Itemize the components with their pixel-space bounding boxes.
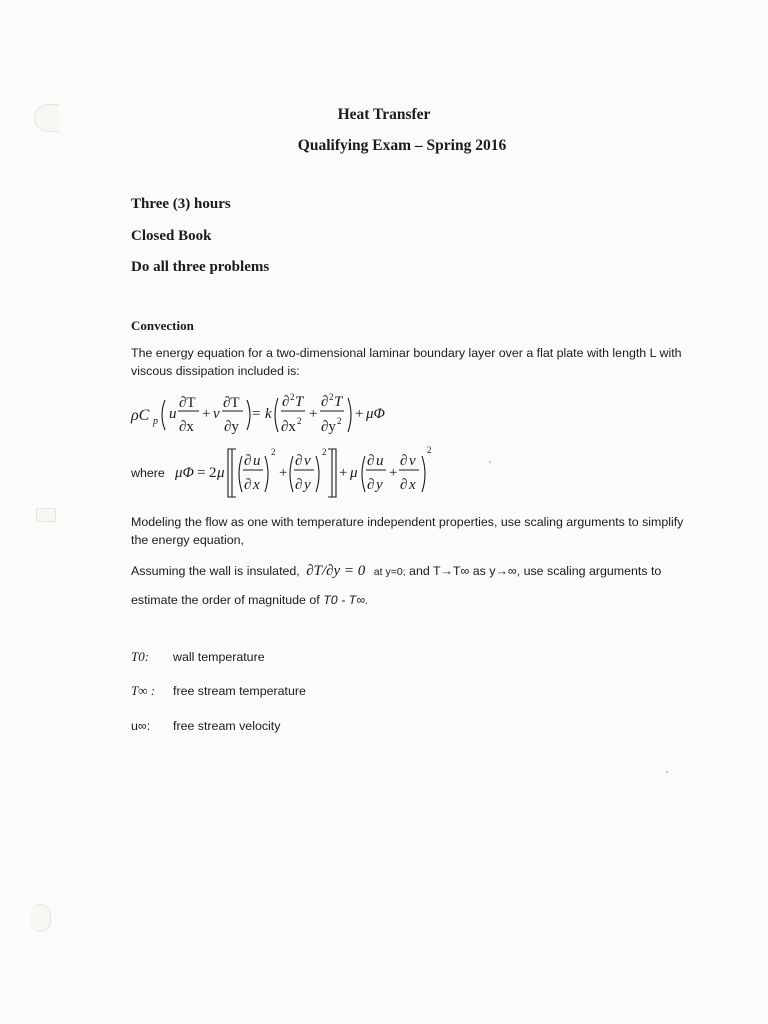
svg-text:∂: ∂ bbox=[295, 453, 303, 469]
insulated-wall-condition: ∂T/∂y = 0 bbox=[306, 563, 366, 579]
instruction-closed-book: Closed Book bbox=[131, 228, 212, 244]
svg-text:v: v bbox=[304, 453, 311, 469]
dissipation-equation bbox=[131, 441, 432, 503]
definition-text: free stream velocity bbox=[173, 719, 281, 733]
svg-text:μΦ: μΦ bbox=[366, 406, 385, 422]
svg-text:2: 2 bbox=[297, 416, 302, 426]
definition-text: wall temperature bbox=[173, 650, 265, 664]
svg-text:∂: ∂ bbox=[400, 453, 408, 469]
svg-text:x: x bbox=[409, 477, 416, 493]
temperature-difference: T0 - T∞. bbox=[323, 593, 369, 607]
instruction-duration: Three (3) hours bbox=[131, 196, 231, 212]
svg-text:∂: ∂ bbox=[400, 477, 408, 493]
svg-text:y: y bbox=[376, 477, 383, 493]
estimate-line bbox=[131, 593, 369, 607]
svg-text:u: u bbox=[169, 406, 177, 422]
svg-text:+: + bbox=[339, 465, 348, 481]
exam-title: Qualifying Exam – Spring 2016 bbox=[297, 137, 507, 154]
svg-text:+: + bbox=[355, 406, 364, 422]
svg-text:∂: ∂ bbox=[367, 453, 375, 469]
svg-text:2: 2 bbox=[337, 416, 342, 426]
svg-text:2: 2 bbox=[209, 465, 217, 481]
svg-text:v: v bbox=[213, 406, 220, 422]
svg-text:∂: ∂ bbox=[321, 394, 329, 410]
svg-text:2: 2 bbox=[322, 447, 327, 457]
punch-hole-bottom bbox=[30, 904, 51, 932]
svg-text:y: y bbox=[304, 477, 311, 493]
svg-text:+: + bbox=[389, 465, 398, 481]
problem-intro: The energy equation for a two-dimensional laminar boundary layer over a flat plate with length L with viscous dissipation included is: bbox=[131, 346, 682, 378]
scan-speck bbox=[489, 461, 491, 463]
svg-text:k: k bbox=[265, 406, 272, 422]
assumption-location: at y=0; bbox=[373, 566, 406, 578]
assumption-suffix: and T→T∞ as y→∞, use scaling arguments to bbox=[409, 564, 662, 578]
definition-free-stream-velocity bbox=[131, 719, 280, 733]
svg-text:∂: ∂ bbox=[244, 453, 252, 469]
definition-symbol: u∞: bbox=[131, 719, 151, 733]
svg-text:+: + bbox=[309, 406, 318, 422]
svg-text:u: u bbox=[253, 453, 261, 469]
svg-text:v: v bbox=[409, 453, 416, 469]
svg-text:∂: ∂ bbox=[244, 477, 252, 493]
svg-text:μΦ: μΦ bbox=[175, 465, 194, 481]
definition-wall-temperature bbox=[131, 649, 265, 665]
svg-text:∂: ∂ bbox=[367, 477, 375, 493]
svg-text:+: + bbox=[279, 465, 288, 481]
svg-text:u: u bbox=[376, 453, 384, 469]
svg-text:2: 2 bbox=[271, 447, 276, 457]
svg-text:=: = bbox=[252, 406, 261, 422]
section-title: Convection bbox=[131, 318, 194, 333]
modeling-instruction: Modeling the flow as one with temperature independent properties, use scaling arguments to simplify the energy equation, bbox=[131, 515, 684, 547]
assumption-prefix: Assuming the wall is insulated, bbox=[131, 564, 300, 578]
svg-text:μ: μ bbox=[217, 465, 225, 481]
svg-text:∂y: ∂y bbox=[224, 419, 239, 435]
svg-text:2: 2 bbox=[427, 445, 432, 455]
svg-text:∂: ∂ bbox=[282, 394, 290, 410]
scan-speck bbox=[666, 771, 668, 773]
svg-text:T: T bbox=[334, 394, 343, 410]
svg-text:T: T bbox=[295, 394, 304, 410]
svg-text:∂T: ∂T bbox=[179, 395, 196, 411]
svg-text:∂y: ∂y bbox=[321, 419, 336, 435]
definition-symbol: T0: bbox=[131, 649, 150, 664]
course-title: Heat Transfer bbox=[337, 106, 431, 123]
svg-text:∂T: ∂T bbox=[223, 395, 240, 411]
svg-text:p: p bbox=[153, 416, 158, 427]
estimate-prefix: estimate the order of magnitude of bbox=[131, 593, 320, 607]
svg-text:+: + bbox=[202, 406, 211, 422]
svg-text:2: 2 bbox=[329, 392, 334, 402]
svg-text:2: 2 bbox=[290, 392, 295, 402]
svg-text:ρC: ρC bbox=[131, 407, 150, 424]
svg-text:=: = bbox=[197, 465, 206, 481]
instruction-problems: Do all three problems bbox=[131, 259, 270, 275]
punch-hole-middle bbox=[36, 508, 56, 522]
definition-symbol: T∞ : bbox=[131, 683, 156, 698]
svg-text:x: x bbox=[253, 477, 260, 493]
svg-text:where: where bbox=[131, 466, 165, 480]
definition-free-stream-temperature bbox=[131, 683, 306, 699]
svg-text:∂x: ∂x bbox=[281, 419, 296, 435]
assumption-line bbox=[131, 563, 661, 580]
definition-text: free stream temperature bbox=[173, 684, 306, 698]
svg-text:∂x: ∂x bbox=[179, 419, 194, 435]
svg-text:μ: μ bbox=[350, 465, 358, 481]
svg-text:∂: ∂ bbox=[295, 477, 303, 493]
